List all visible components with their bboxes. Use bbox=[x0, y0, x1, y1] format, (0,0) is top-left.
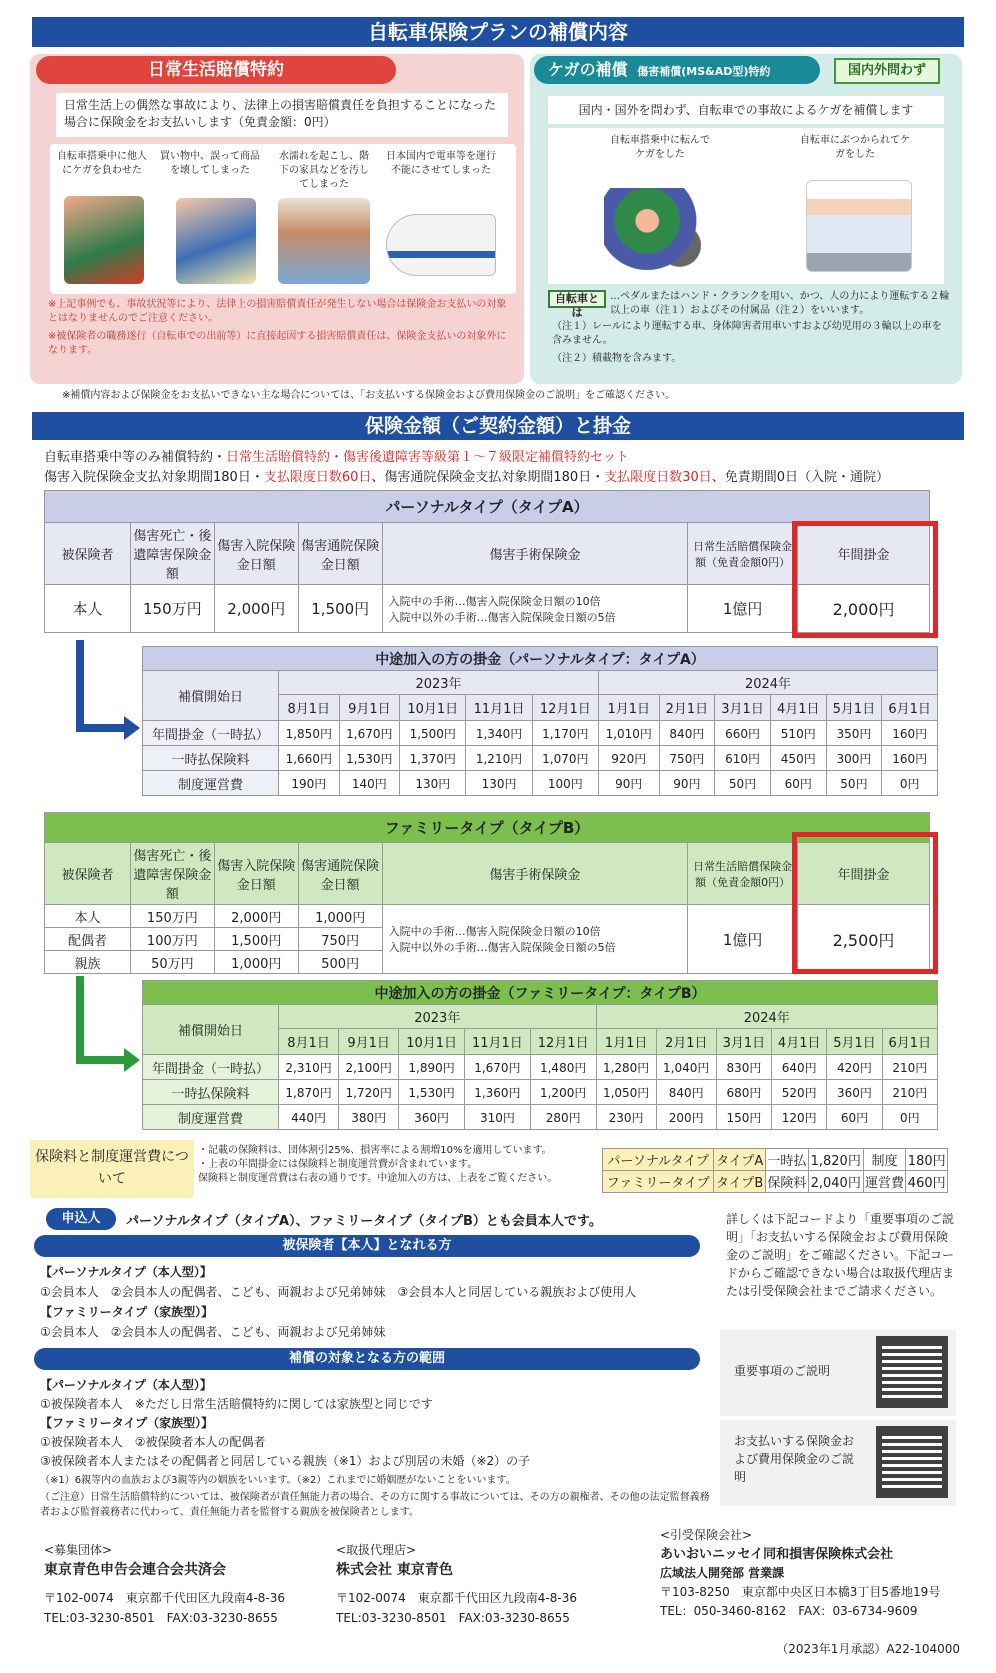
table-row bbox=[143, 721, 938, 746]
month-header: 1月1日 bbox=[598, 695, 659, 721]
price-cell: 750円 bbox=[659, 746, 715, 771]
price-cell: 120円 bbox=[772, 1105, 827, 1130]
price-cell: 190円 bbox=[279, 771, 340, 796]
price-cell: 100円 bbox=[532, 771, 598, 796]
liability-desc: 日常生活上の偶然な事故により、法律上の損害賠償責任を負担することになった場合に保険金をお支払いします（免責金額：0円） bbox=[56, 93, 508, 137]
price-cell: 840円 bbox=[656, 1080, 716, 1105]
typeA-liability: 1億円 bbox=[688, 585, 798, 633]
bicycle-collision-illustration bbox=[64, 196, 144, 284]
price-cell: 50円 bbox=[715, 771, 771, 796]
price-cell: 1,070円 bbox=[532, 746, 598, 771]
liability-case-1: 自転車搭乗中に他人にケガを負わせた bbox=[57, 151, 147, 176]
table-row bbox=[143, 1080, 938, 1105]
price-cell: 1,720円 bbox=[339, 1080, 399, 1105]
midA-year2: 2024年 bbox=[598, 671, 937, 695]
qr-label-1: 重要事項のご説明 bbox=[734, 1364, 831, 1378]
fees-cell: 460円 bbox=[906, 1171, 948, 1193]
month-header: 9月1日 bbox=[339, 695, 400, 721]
month-header: 1月1日 bbox=[596, 1029, 656, 1055]
price-cell: 130円 bbox=[466, 771, 532, 796]
info-text: 詳しくは下記コードより「重要事項のご説明」「お支払いする保険金および費用保険金のご説明」をご確認ください。下記コードからご確認できない場合は取扱代理店または引受保険会社までご請求ください。 bbox=[726, 1212, 955, 1298]
typeA-outpatient: 1,500円 bbox=[298, 585, 382, 633]
typeB-cell: 100万円 bbox=[130, 928, 214, 951]
price-cell: 1,850円 bbox=[279, 721, 340, 746]
month-header: 10月1日 bbox=[399, 1029, 465, 1055]
midB-title: 中途加入の方の掛金（ファミリータイプ：タイプB） bbox=[143, 981, 938, 1005]
price-cell: 420円 bbox=[827, 1055, 882, 1080]
row-label: 年間掛金（一時払） bbox=[143, 1055, 279, 1080]
month-header: 9月1日 bbox=[339, 1029, 399, 1055]
price-cell: 440円 bbox=[279, 1105, 339, 1130]
price-cell: 280円 bbox=[530, 1105, 596, 1130]
fees-cell: 運営費 bbox=[863, 1171, 906, 1193]
arrow-typeA-h bbox=[76, 724, 126, 732]
price-cell: 1,170円 bbox=[532, 721, 598, 746]
fees-text: ・記載の保険料は、団体割引25%、損害率による割増10%を適用しています。 ・上表の年間掛金には保険料と制度運営費が含まれています。 保険料と制度運営費は右表の通りです。中途加入の方は、上表をご覧ください。 bbox=[198, 1145, 558, 1184]
price-cell: 1,670円 bbox=[465, 1055, 531, 1080]
price-cell: 230円 bbox=[596, 1105, 656, 1130]
month-header: 12月1日 bbox=[532, 695, 598, 721]
fees-table bbox=[602, 1148, 948, 1193]
approval-number: （2023年1月承認）A22-104000 bbox=[776, 1642, 960, 1656]
month-header: 5月1日 bbox=[826, 695, 882, 721]
fees-cell: 一時払 bbox=[766, 1149, 809, 1171]
scope-bar: 補償の対象となる方の範囲 bbox=[34, 1348, 700, 1370]
arrow-typeB-h bbox=[76, 1056, 126, 1064]
typeB-cell: 1,500円 bbox=[214, 928, 298, 951]
arrow-typeA-head bbox=[124, 716, 140, 740]
fees-label: 保険料と制度運営費について bbox=[30, 1140, 194, 1198]
price-cell: 380円 bbox=[339, 1105, 399, 1130]
arrow-typeB bbox=[76, 976, 84, 1064]
section2-title: 保険金額（ご契約金額）と掛金 bbox=[32, 412, 964, 440]
price-cell: 1,500円 bbox=[400, 721, 466, 746]
table-row bbox=[143, 1105, 938, 1130]
typeB-cell: 150万円 bbox=[130, 905, 214, 928]
midB-year2: 2024年 bbox=[596, 1005, 937, 1029]
fees-cell: パーソナルタイプ bbox=[603, 1149, 714, 1171]
month-header: 6月1日 bbox=[882, 1029, 937, 1055]
price-cell: 0円 bbox=[882, 1105, 937, 1130]
price-cell: 1,660円 bbox=[279, 746, 340, 771]
month-header: 11月1日 bbox=[465, 1029, 531, 1055]
liability-case-2: 買い物中、誤って商品を壊してしまった bbox=[160, 151, 260, 176]
month-header: 5月1日 bbox=[827, 1029, 882, 1055]
b-header-hospital: 傷害入院保険金日額 bbox=[214, 843, 298, 905]
injury-badge: 国内外問わず bbox=[834, 58, 940, 84]
price-cell: 1,200円 bbox=[530, 1080, 596, 1105]
price-cell: 130円 bbox=[400, 771, 466, 796]
midA-year1: 2023年 bbox=[279, 671, 599, 695]
fees-cell: 180円 bbox=[906, 1149, 948, 1171]
train-illustration bbox=[386, 214, 496, 276]
price-cell: 60円 bbox=[770, 771, 826, 796]
footer-agent: <取扱代理店> 株式会社 東京青色 〒102-0074 東京都千代田区九段南4-8-36 TEL:03-3230-8501 FAX:03-3230-8655 bbox=[336, 1543, 577, 1625]
insured-bar: 被保険者【本人】となれる方 bbox=[34, 1235, 700, 1257]
price-cell: 1,480円 bbox=[530, 1055, 596, 1080]
month-header: 4月1日 bbox=[772, 1029, 827, 1055]
table-row bbox=[143, 771, 938, 796]
price-cell: 510円 bbox=[770, 721, 826, 746]
price-cell: 920円 bbox=[598, 746, 659, 771]
typeA-annual-highlight bbox=[792, 521, 938, 638]
header-annual: 年間掛金 bbox=[798, 523, 930, 585]
scope-content: 【パーソナルタイプ（本人型）】 ①被保険者本人 ※ただし日常生活賠償特約に関しては家族型と同じです 【ファミリータイプ（家族型）】 ①被保険者本人 ②被保険者本人の配偶者 ③被保険者本人またはその配偶者と同居している親族（※1）および別居の未婚（※2）の子 （※1）6親等内の血族および3親等内の姻族をいいます。（※2）これまでに婚姻歴がないことをいいます。 （ご注意）日常生活賠償特約については、被保険者が責任無能力者の場合、その方に関する事故については、その方の親権者、その他の法定監督義務者および監督義務者に代わって、責任無能力者を監督する親族を被保険者とします。 bbox=[40, 1378, 710, 1518]
price-cell: 1,040円 bbox=[656, 1055, 716, 1080]
footer-underwriter: <引受保険会社> あいおいニッセイ同和損害保険株式会社 広域法人開発部 営業課 〒103-8250 東京都中央区日本橋3丁目5番地19号 TEL：050-3460-8162 FAX：03-6734-9609 bbox=[660, 1528, 941, 1618]
arrow-typeB-head bbox=[124, 1048, 140, 1072]
row-label: 年間掛金（一時払） bbox=[143, 721, 279, 746]
price-cell: 140円 bbox=[339, 771, 400, 796]
bicycle-def-note-2: （注２）積載物を含みます。 bbox=[552, 353, 682, 364]
typeB-liability: 1億円 bbox=[688, 905, 798, 974]
typeB-cell: 750円 bbox=[298, 928, 382, 951]
price-cell: 450円 bbox=[770, 746, 826, 771]
conditions-line-2: 傷害入院保険金支払対象期間180日・支払限度日数60日、傷害通院保険金支払対象期間180日・支払限度日数30日、免責期間0日（入院・通院） bbox=[44, 470, 890, 485]
price-cell: 1,010円 bbox=[598, 721, 659, 746]
typeA-insured: 本人 bbox=[45, 585, 131, 633]
typeB-title: ファミリータイプ（タイプB） bbox=[45, 813, 930, 843]
midB-start-label: 補償開始日 bbox=[143, 1005, 279, 1055]
month-header: 10月1日 bbox=[400, 695, 466, 721]
header-surgery: 傷害手術保険金 bbox=[382, 523, 688, 585]
price-cell: 2,310円 bbox=[279, 1055, 339, 1080]
fees-cell: 2,040円 bbox=[808, 1171, 863, 1193]
applicant-tag: 申込人 bbox=[46, 1208, 116, 1230]
bicycle-def-text: …ペダルまたはハンド・クランクを用い、かつ、人の力により運転する２輪以上の車（注１）およびその付属品（注２）をいいます。 bbox=[610, 291, 950, 316]
fees-cell: タイプA bbox=[714, 1149, 766, 1171]
month-header: 6月1日 bbox=[882, 695, 938, 721]
typeA-death: 150万円 bbox=[130, 585, 214, 633]
month-header: 8月1日 bbox=[279, 695, 340, 721]
midB-year1: 2023年 bbox=[279, 1005, 597, 1029]
footnote-coverage: ※補償内容および保険金をお支払いできない主な場合については、「お支払いする保険金および費用保険金のご説明」をご確認ください。 bbox=[62, 390, 676, 401]
price-cell: 350円 bbox=[826, 721, 882, 746]
insured-content: 【パーソナルタイプ（本人型）】 ①会員本人 ②会員本人の配偶者、こども、両親および兄弟姉妹 ③会員本人と同居している親族および使用人 【ファミリータイプ（家族型）】 ①会員本人 ②会員本人の配偶者、こども、両親および兄弟姉妹 bbox=[40, 1265, 637, 1339]
midB-table bbox=[142, 980, 938, 1130]
qr-code-important-icon[interactable] bbox=[876, 1336, 948, 1408]
price-cell: 150円 bbox=[716, 1105, 771, 1130]
price-cell: 160円 bbox=[882, 721, 938, 746]
price-cell: 360円 bbox=[827, 1080, 882, 1105]
liability-note-2: ※被保険者の職務遂行（自転車での出前等）に直接起因する損害賠償責任は、保険金支払いの対象外になります。 bbox=[48, 331, 507, 356]
footer-group: <募集団体> 東京青色申告会連合会共済会 〒102-0074 東京都千代田区九段南4-8-36 TEL:03-3230-8501 FAX:03-3230-8655 bbox=[44, 1543, 285, 1625]
price-cell: 1,050円 bbox=[596, 1080, 656, 1105]
fees-cell: タイプB bbox=[714, 1171, 766, 1193]
typeB-annual: 2,500円 bbox=[798, 905, 930, 974]
price-cell: 1,370円 bbox=[400, 746, 466, 771]
row-label: 制度運営費 bbox=[143, 1105, 279, 1130]
price-cell: 1,210円 bbox=[466, 746, 532, 771]
liability-note-1: ※上記事例でも、事故状況等により、法律上の損害賠償責任が発生しない場合は保険金お支払いの対象とはなりませんのでご注意ください。 bbox=[48, 299, 507, 324]
price-cell: 1,870円 bbox=[279, 1080, 339, 1105]
typeB-cell: 1,000円 bbox=[214, 951, 298, 974]
midA-table bbox=[142, 646, 938, 796]
price-cell: 2,100円 bbox=[339, 1055, 399, 1080]
row-label: 制度運営費 bbox=[143, 771, 279, 796]
b-header-annual: 年間掛金 bbox=[798, 843, 930, 905]
price-cell: 310円 bbox=[465, 1105, 531, 1130]
typeB-cell: 1,000円 bbox=[298, 905, 382, 928]
row-label: 一時払保険料 bbox=[143, 1080, 279, 1105]
price-cell: 210円 bbox=[882, 1055, 937, 1080]
header-death: 傷害死亡・後遺障害保険金額 bbox=[130, 523, 214, 585]
typeB-row-label: 配偶者 bbox=[45, 928, 131, 951]
conditions-line-1: 自転車搭乗中等のみ補償特約・日常生活賠償特約・傷害後遺障害等級第１～７級限定補償特約セット bbox=[44, 450, 630, 465]
fees-cell: 1,820円 bbox=[808, 1149, 863, 1171]
fees-cell: ファミリータイプ bbox=[603, 1171, 714, 1193]
month-header: 12月1日 bbox=[530, 1029, 596, 1055]
typeB-row-label: 本人 bbox=[45, 905, 131, 928]
cyclist-fall-illustration bbox=[604, 188, 712, 270]
header-insured: 被保険者 bbox=[45, 523, 131, 585]
injury-subtitle: 傷害補償(MS&AD型)特約 bbox=[637, 65, 771, 78]
price-cell: 830円 bbox=[716, 1055, 771, 1080]
price-cell: 640円 bbox=[772, 1055, 827, 1080]
typeB-row-label: 親族 bbox=[45, 951, 131, 974]
month-header: 2月1日 bbox=[656, 1029, 716, 1055]
typeA-hospital: 2,000円 bbox=[214, 585, 298, 633]
month-header: 3月1日 bbox=[715, 695, 771, 721]
qr-label-2: お支払いする保険金および費用保険金のご説明 bbox=[734, 1434, 855, 1484]
month-header: 4月1日 bbox=[770, 695, 826, 721]
table-row bbox=[143, 1055, 938, 1080]
table-row bbox=[143, 746, 938, 771]
applicant-text: パーソナルタイプ（タイプA）、ファミリータイプ（タイプB）とも会員本人です。 bbox=[126, 1214, 602, 1229]
bicycle-def-note-1: （注１）レールにより運転する車、身体障害者用車いすおよび幼児用の３輪以上の車を含みません。 bbox=[552, 321, 942, 346]
liability-case-4: 日本国内で電車等を運行不能にさせてしまった bbox=[386, 151, 496, 176]
liability-case-3: 水濡れを起こし、階下の家具などを汚してしまった bbox=[279, 151, 369, 190]
price-cell: 0円 bbox=[882, 771, 938, 796]
price-cell: 200円 bbox=[656, 1105, 716, 1130]
price-cell: 60円 bbox=[827, 1105, 882, 1130]
injury-desc: 国内・国外を問わず、自転車での事故によるケガを補償します bbox=[548, 96, 944, 124]
liability-title: 日常生活賠償特約 bbox=[36, 56, 396, 84]
price-cell: 90円 bbox=[659, 771, 715, 796]
price-cell: 90円 bbox=[598, 771, 659, 796]
price-cell: 50円 bbox=[826, 771, 882, 796]
price-cell: 300円 bbox=[826, 746, 882, 771]
midA-start-label: 補償開始日 bbox=[143, 671, 279, 721]
row-label: 一時払保険料 bbox=[143, 746, 279, 771]
price-cell: 680円 bbox=[716, 1080, 771, 1105]
month-header: 2月1日 bbox=[659, 695, 715, 721]
injury-title-pill bbox=[534, 56, 820, 84]
month-header: 3月1日 bbox=[716, 1029, 771, 1055]
typeB-cell: 500円 bbox=[298, 951, 382, 974]
b-header-insured: 被保険者 bbox=[45, 843, 131, 905]
price-cell: 1,340円 bbox=[466, 721, 532, 746]
price-cell: 1,530円 bbox=[399, 1080, 465, 1105]
header-liability: 日常生活賠償保険金額（免責金額0円） bbox=[688, 523, 798, 585]
injury-title: ケガの補償 bbox=[548, 60, 628, 79]
header-title: 自転車保険プランの補償内容 bbox=[32, 17, 964, 47]
header-hospital: 傷害入院保険金日額 bbox=[214, 523, 298, 585]
price-cell: 840円 bbox=[659, 721, 715, 746]
price-cell: 1,280円 bbox=[596, 1055, 656, 1080]
fees-cell: 制度 bbox=[863, 1149, 906, 1171]
typeB-annual-highlight bbox=[792, 832, 938, 974]
injury-case-2: 自転車にぶつかられてケガをした bbox=[800, 135, 910, 160]
price-cell: 1,530円 bbox=[339, 746, 400, 771]
b-header-death: 傷害死亡・後遺障害保険金額 bbox=[130, 843, 214, 905]
b-header-outpatient: 傷害通院保険金日額 bbox=[298, 843, 382, 905]
price-cell: 520円 bbox=[772, 1080, 827, 1105]
hospital-bed-illustration bbox=[806, 180, 912, 272]
price-cell: 610円 bbox=[715, 746, 771, 771]
typeA-title: パーソナルタイプ（タイプA） bbox=[45, 491, 930, 523]
typeA-annual: 2,000円 bbox=[798, 585, 930, 633]
b-header-surgery: 傷害手術保険金 bbox=[382, 843, 688, 905]
price-cell: 1,360円 bbox=[465, 1080, 531, 1105]
fees-cell: 保険料 bbox=[766, 1171, 809, 1193]
bicycle-def-label: 自転車とは bbox=[548, 290, 606, 308]
qr-code-payment-icon[interactable] bbox=[876, 1426, 948, 1498]
typeB-surgery: 入院中の手術…傷害入院保険金日額の10倍 入院中以外の手術…傷害入院保険金日額の5倍 bbox=[382, 905, 688, 974]
price-cell: 1,670円 bbox=[339, 721, 400, 746]
b-header-liability: 日常生活賠償保険金額（免責金額0円） bbox=[688, 843, 798, 905]
typeA-surgery: 入院中の手術…傷害入院保険金日額の10倍 入院中以外の手術…傷害入院保険金日額の5倍 bbox=[382, 585, 688, 633]
injury-case-1: 自転車搭乗中に転んでケガをした bbox=[610, 135, 710, 160]
typeB-cell: 2,000円 bbox=[214, 905, 298, 928]
header-outpatient: 傷害通院保険金日額 bbox=[298, 523, 382, 585]
broken-goods-illustration bbox=[176, 198, 256, 284]
price-cell: 360円 bbox=[399, 1105, 465, 1130]
typeB-cell: 50万円 bbox=[130, 951, 214, 974]
month-header: 11月1日 bbox=[466, 695, 532, 721]
price-cell: 660円 bbox=[715, 721, 771, 746]
midA-title: 中途加入の方の掛金（パーソナルタイプ：タイプA） bbox=[143, 647, 938, 671]
arrow-typeA bbox=[76, 640, 84, 732]
price-cell: 160円 bbox=[882, 746, 938, 771]
price-cell: 1,890円 bbox=[399, 1055, 465, 1080]
month-header: 8月1日 bbox=[279, 1029, 339, 1055]
price-cell: 210円 bbox=[882, 1080, 937, 1105]
water-leak-illustration bbox=[278, 198, 370, 284]
